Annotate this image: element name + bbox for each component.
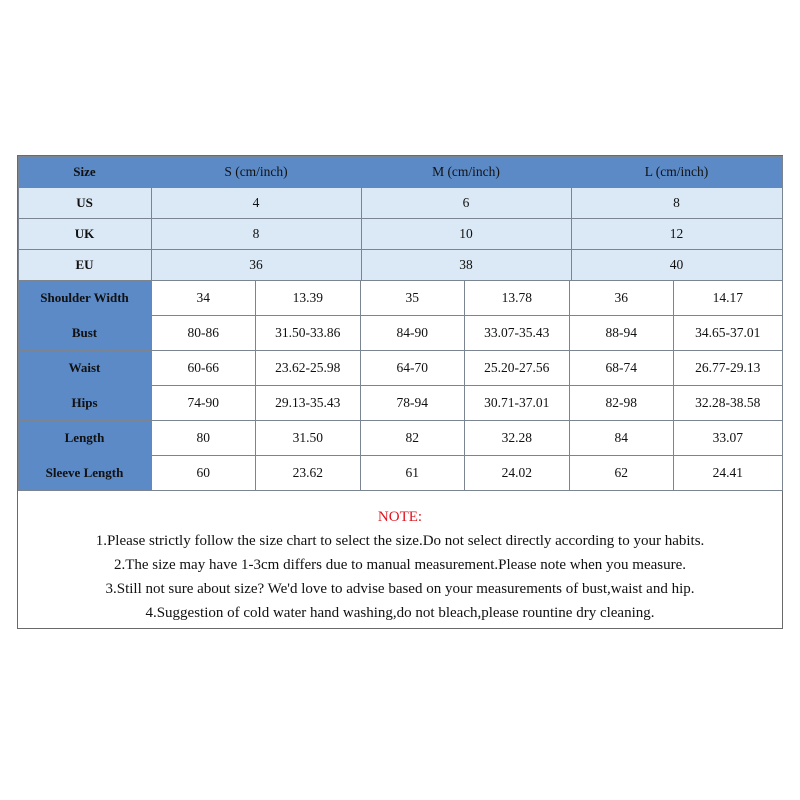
table-cell: 23.62	[255, 455, 361, 491]
table-cell: 13.78	[464, 280, 570, 316]
row-label: Waist	[18, 350, 152, 386]
table-cell: 6	[361, 187, 572, 219]
row-label: UK	[18, 218, 152, 250]
table-cell: 84-90	[360, 315, 466, 351]
table-cell: 29.13-35.43	[255, 385, 361, 421]
table-cell: 64-70	[360, 350, 466, 386]
size-header-s: S (cm/inch)	[151, 156, 362, 188]
row-label: Bust	[18, 315, 152, 351]
table-cell: 84	[569, 420, 675, 456]
row-hips	[18, 385, 782, 420]
table-cell: 33.07-35.43	[464, 315, 570, 351]
size-chart-header-row	[18, 156, 782, 187]
size-header-label: Size	[18, 156, 152, 188]
table-cell: 80-86	[151, 315, 257, 351]
table-cell: 8	[151, 218, 362, 250]
table-cell: 62	[569, 455, 675, 491]
row-bust	[18, 315, 782, 350]
table-cell: 60-66	[151, 350, 257, 386]
note-line: 4.Suggestion of cold water hand washing,do not bleach,please rountine dry cleaning.	[145, 605, 655, 621]
row-shoulder-width	[18, 280, 782, 315]
row-label: EU	[18, 249, 152, 281]
row-label: Hips	[18, 385, 152, 421]
table-cell: 82	[360, 420, 466, 456]
size-header-l: L (cm/inch)	[571, 156, 783, 188]
table-cell: 8	[571, 187, 783, 219]
table-cell: 25.20-27.56	[464, 350, 570, 386]
row-label: Length	[18, 420, 152, 456]
table-cell: 31.50-33.86	[255, 315, 361, 351]
table-cell: 14.17	[673, 280, 783, 316]
size-chart	[17, 155, 783, 629]
table-cell: 31.50	[255, 420, 361, 456]
table-cell: 38	[361, 249, 572, 281]
note-section	[18, 490, 782, 628]
table-cell: 78-94	[360, 385, 466, 421]
table-cell: 23.62-25.98	[255, 350, 361, 386]
table-cell: 74-90	[151, 385, 257, 421]
table-cell: 82-98	[569, 385, 675, 421]
table-cell: 61	[360, 455, 466, 491]
table-cell: 12	[571, 218, 783, 250]
size-header-m: M (cm/inch)	[361, 156, 572, 188]
row-eu	[18, 249, 782, 280]
table-cell: 30.71-37.01	[464, 385, 570, 421]
table-cell: 35	[360, 280, 466, 316]
row-waist	[18, 350, 782, 385]
row-sleeve-length	[18, 455, 782, 490]
note-line: 1.Please strictly follow the size chart to select the size.Do not select directly according to your habits.	[95, 533, 705, 549]
table-cell: 36	[151, 249, 362, 281]
row-us	[18, 187, 782, 218]
table-cell: 68-74	[569, 350, 675, 386]
table-cell: 10	[361, 218, 572, 250]
table-cell: 32.28-38.58	[673, 385, 783, 421]
table-cell: 80	[151, 420, 257, 456]
table-cell: 24.41	[673, 455, 783, 491]
table-cell: 60	[151, 455, 257, 491]
table-cell: 88-94	[569, 315, 675, 351]
table-cell: 26.77-29.13	[673, 350, 783, 386]
note-line: 3.Still not sure about size? We'd love to advise based on your measurements of bust,waist and hip.	[105, 581, 695, 597]
row-label: US	[18, 187, 152, 219]
table-cell: 4	[151, 187, 362, 219]
row-length	[18, 420, 782, 455]
table-cell: 36	[569, 280, 675, 316]
table-cell: 32.28	[464, 420, 570, 456]
table-cell: 34	[151, 280, 257, 316]
table-cell: 33.07	[673, 420, 783, 456]
table-cell: 24.02	[464, 455, 570, 491]
note-line: 2.The size may have 1-3cm differs due to manual measurement.Please note when you measure.	[113, 557, 687, 573]
note-title: NOTE:	[377, 509, 423, 525]
row-uk	[18, 218, 782, 249]
table-cell: 34.65-37.01	[673, 315, 783, 351]
row-label: Sleeve Length	[18, 455, 152, 491]
table-cell: 13.39	[255, 280, 361, 316]
row-label: Shoulder Width	[18, 280, 152, 316]
table-cell: 40	[571, 249, 783, 281]
